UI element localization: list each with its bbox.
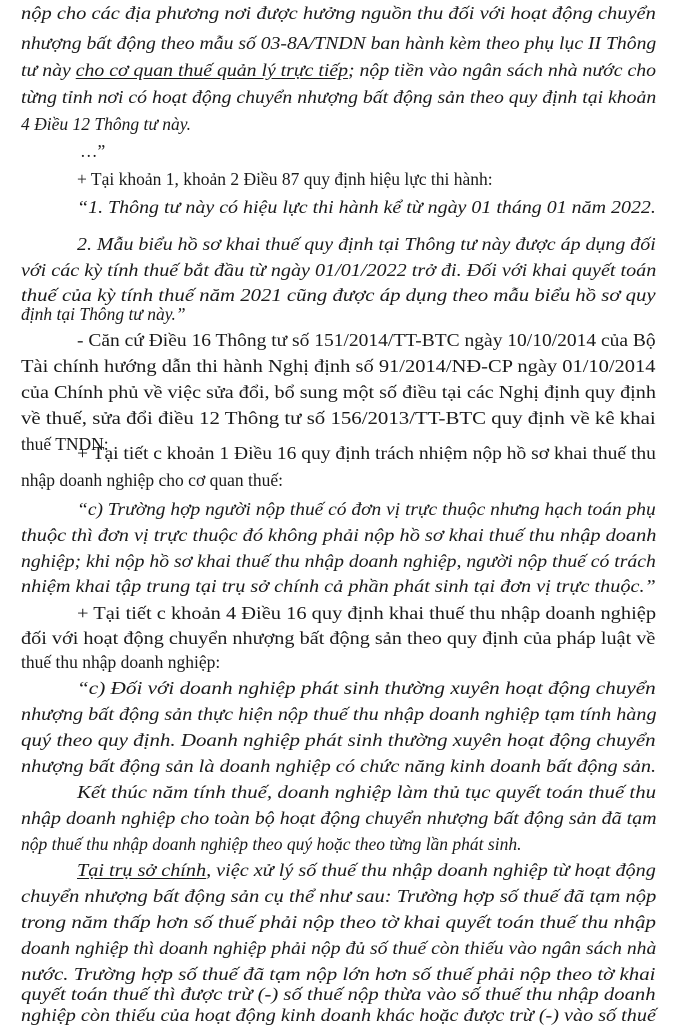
quote-line: quý theo quy định. Doanh nghiệp phát sinh thường xuyên hoạt động chuyển [21,730,656,750]
basis-line: của Chính phủ về việc sửa đổi, bổ sung một số điều tại các Nghị định quy định [21,382,656,402]
text-span: , việc xử lý số thuế thu nhập doanh nghiệp từ hoạt động [206,860,656,880]
text-line: nhượng bất động theo mẫu số 03-8A/TNDN ban hành kèm theo phụ lục II Thông [21,33,657,53]
underlined-phrase: Tại trụ sở chính [77,860,207,880]
quote-line: nước. Trường hợp số thuế đã tạm nộp lớn hơn số thuế phải nộp theo tờ khai [21,964,656,984]
bullet-line: nhập doanh nghiệp cho cơ quan thuế: [21,470,283,490]
quote-line: với các kỳ tính thuế bắt đầu từ ngày 01/01/2022 trở đi. Đối với khai quyết toán [21,260,657,280]
quote-line: nhiệm khai tập trung tại trụ sở chính cả phần phát sinh tại đơn vị trực thuộc.” [21,576,656,596]
bullet-line: + Tại tiết c khoản 1 Điều 16 quy định trách nhiệm nộp hồ sơ khai thuế thu [77,443,656,463]
text-span: ; nộp tiền vào ngân sách nhà nước cho [348,60,657,80]
quote-line: nghiệp; khi nộp hồ sơ khai thuế thu nhập doanh nghiệp, người nộp thuế có trách [21,551,656,571]
text-span: tư này [21,60,76,80]
quote-line: thuế của kỳ tính thuế năm 2021 cũng được áp dụng theo mẫu biểu hồ sơ quy [21,285,656,305]
text-line [21,59,656,81]
quote-line: “c) Trường hợp người nộp thuế có đơn vị trực thuộc nhưng hạch toán phụ [77,499,656,519]
quote-line: nhập doanh nghiệp cho toàn bộ hoạt động chuyển nhượng bất động sản đã tạm [21,808,657,828]
quote-line: chuyển nhượng bất động sản cụ thể như sau: Trường hợp số thuế đã tạm nộp [21,886,657,906]
quote-line: nhượng bất động sản thực hiện nộp thuế thu nhập doanh nghiệp tạm tính hàng [21,704,657,724]
quote-line: nhượng bất động sản là doanh nghiệp có chức năng kinh doanh bất động sản. [21,756,657,776]
text-line: nộp cho các địa phương nơi được hưởng nguồn thu đối với hoạt động chuyển [21,3,656,23]
quote-line: “1. Thông tư này có hiệu lực thi hành kể từ ngày 01 tháng 01 năm 2022. [77,197,656,217]
bullet-paragraph: + Tại khoản 1, khoản 2 Điều 87 quy định hiệu lực thi hành: [77,169,493,189]
quote-line [77,859,656,881]
quote-line: thuộc thì đơn vị trực thuộc đó không phải nộp hồ sơ khai thuế thu nhập doanh [21,525,657,545]
bullet-line: + Tại tiết c khoản 4 Điều 16 quy định khai thuế thu nhập doanh nghiệp [77,603,657,623]
quote-line: doanh nghiệp thì doanh nghiệp phải nộp đủ số thuế còn thiếu vào ngân sách nhà [21,938,657,958]
quote-line: 2. Mẫu biểu hồ sơ khai thuế quy định tại Thông tư này được áp dụng đối [77,234,656,254]
quote-line: quyết toán thuế thì được trừ (-) số thuế nộp thừa vào số thuế thu nhập doanh [21,984,656,1004]
bullet-line: thuế thu nhập doanh nghiệp: [21,652,221,672]
text-line: từng tỉnh nơi có hoạt động chuyển nhượng bất động sản theo quy định tại khoản [21,87,657,107]
basis-line: Tài chính hướng dẫn thi hành Nghị định số 91/2014/NĐ-CP ngày 01/10/2014 [21,356,656,376]
bullet-line: đối với hoạt động chuyển nhượng bất động sản theo quy định của pháp luật về [21,628,656,648]
text-line: 4 Điều 12 Thông tư này. [21,114,191,134]
quote-line: trong năm thấp hơn số thuế phải nộp theo tờ khai quyết toán thuế thu nhập [21,912,656,932]
basis-line: thuế TNDN: [21,434,109,454]
underlined-phrase: cho cơ quan thuế quản lý trực tiếp [75,60,349,80]
basis-line: về thuế, sửa đổi điều 12 Thông tư số 156/2013/TT-BTC quy định về kê khai [21,408,656,428]
quote-line: Kết thúc năm tính thuế, doanh nghiệp làm thủ tục quyết toán thuế thu [77,782,657,802]
ellipsis: …” [80,141,106,161]
quote-line: nghiệp còn thiếu của hoạt động kinh doanh khác hoặc được trừ (-) vào số thuế [21,1005,656,1025]
quote-line: định tại Thông tư này.” [21,304,186,324]
quote-line: nộp thuế thu nhập doanh nghiệp theo quý hoặc theo từng lần phát sinh. [21,834,522,854]
quote-line: “c) Đối với doanh nghiệp phát sinh thường xuyên hoạt động chuyển [77,678,656,698]
basis-line: - Căn cứ Điều 16 Thông tư số 151/2014/TT-BTC ngày 10/10/2014 của Bộ [77,330,656,350]
